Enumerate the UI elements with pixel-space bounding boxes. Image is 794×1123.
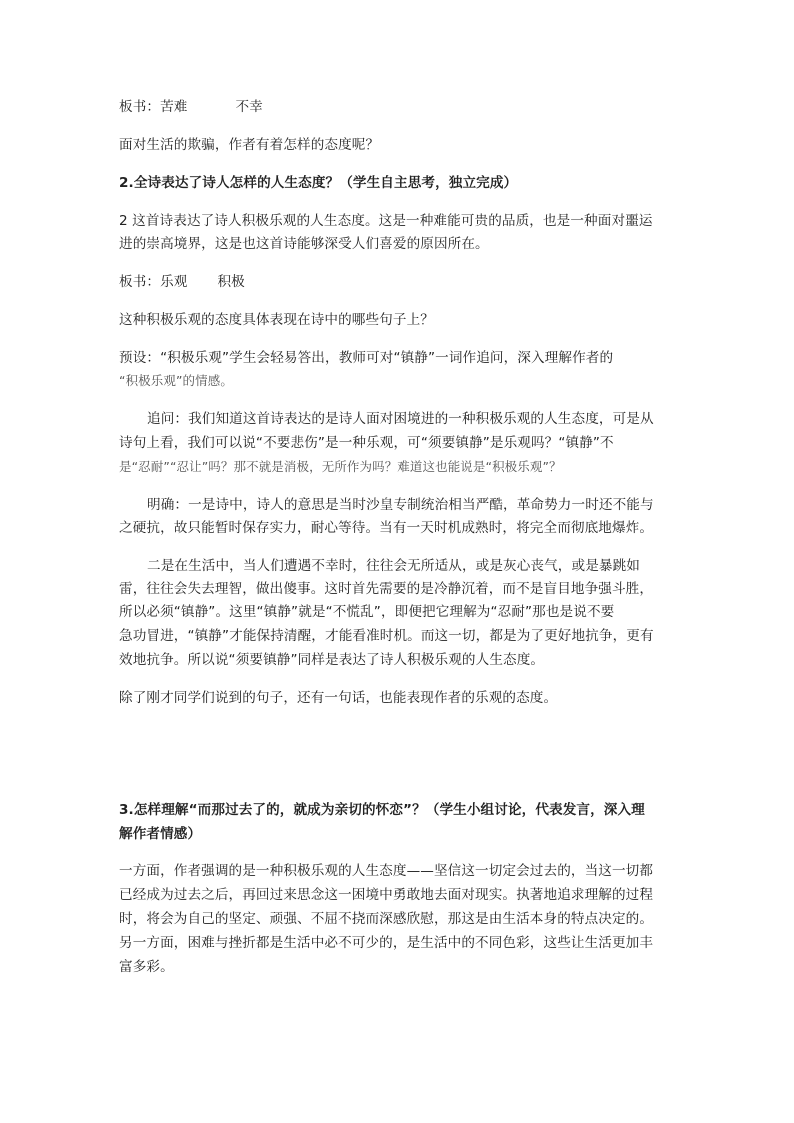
second-point-line-1: 二是在生活中，当人们遭遇不幸时，往往会无所适从，或是灰心丧气，或是暴跳如: [147, 558, 640, 574]
para-3-line-3: 时，将会为自己的坚定、顽强、不屈不挠而深感欣慰，那这是由生活本身的特点决定的。: [119, 911, 654, 927]
section-heading-3-line-2: 解作者情感）: [119, 826, 202, 842]
para-2-line-1: 2 这首诗表达了诗人积极乐观的人生态度。这是一种难能可贵的品质，也是一种面对噩运: [119, 213, 653, 229]
para-2-line-2: 进的崇高境界，这是也这首诗能够深受人们喜爱的原因所在。: [119, 236, 489, 252]
para-3-line-5: 富多彩。: [119, 959, 174, 975]
board-note-2-value: 积极: [217, 274, 245, 290]
question-1: 面对生活的欺骗，作者有着怎样的态度呢？: [119, 137, 380, 153]
section-heading-3-line-1: 3.怎样理解“而那过去了的，就成为亲切的怀恋”？（学生小组讨论，代表发言，深入理: [119, 802, 645, 818]
board-note-2-label: 板书：乐观: [119, 274, 188, 290]
para-3-line-4: 另一方面，困难与挫折都是生活中必不可少的，是生活中的不同色彩，这些让生活更加丰: [119, 935, 654, 951]
para-3-line-1: 一方面，作者强调的是一种积极乐观的人生态度——坚信这一切定会过去的，当这一切都: [119, 863, 654, 879]
board-note-1: [119, 99, 263, 115]
question-2: 这种积极乐观的态度具体表现在诗中的哪些句子上？: [119, 312, 434, 328]
section-heading-2: 2.全诗表达了诗人怎样的人生态度？（学生自主思考，独立完成）: [119, 175, 518, 191]
second-point-line-5: 效地抗争。所以说“须要镇静”同样是表达了诗人积极乐观的人生态度。: [119, 652, 545, 668]
preset-line-1: 预设：“积极乐观”学生会轻易答出，教师可对“镇静”一词作追问，深入理解作者的: [119, 350, 614, 366]
followup-line-3: 是“忍耐”“忍让”吗？那不就是消极，无所作为吗？难道这也能说是“积极乐观”？: [119, 459, 562, 474]
closing-line: 除了刚才同学们说到的句子，还有一句话，也能表现作者的乐观的态度。: [119, 690, 558, 706]
second-point-line-4: 急功冒进，“镇静”才能保持清醒，才能看准时机。而这一切，都是为了更好地抗争，更有: [119, 628, 654, 644]
second-point-line-2: 雷，往往会失去理智，做出傻事。这时首先需要的是冷静沉着，而不是盲目地争强斗胜，: [119, 581, 654, 597]
board-note-1-value: 不幸: [235, 99, 263, 115]
board-note-2: [119, 274, 245, 290]
followup-line-2: 诗句上看，我们可以说“不要悲伤”是一种乐观，可“须要镇静”是乐观吗？“镇静”不: [119, 435, 614, 451]
preset-line-2: “积极乐观”的情感。: [119, 373, 233, 388]
clarify-line-2: 之硬抗，故只能暂时保存实力，耐心等待。当有一天时机成熟时，将完全而彻底地爆炸。: [119, 520, 654, 536]
para-3-line-2: 已经成为过去之后，再回过来思念这一困境中勇敢地去面对现实。执著地追求理解的过程: [119, 887, 654, 903]
board-note-1-label: 板书：苦难: [119, 99, 188, 115]
followup-line-1: 追问：我们知道这首诗表达的是诗人面对困境进的一种积极乐观的人生态度，可是从: [147, 411, 654, 427]
second-point-line-3: 所以必须“镇静”。这里“镇静”就是“不慌乱”，即便把它理解为“忍耐”那也是说不要: [119, 604, 615, 620]
clarify-line-1: 明确：一是诗中，诗人的意思是当时沙皇专制统治相当严酷，革命势力一时还不能与: [147, 497, 654, 513]
